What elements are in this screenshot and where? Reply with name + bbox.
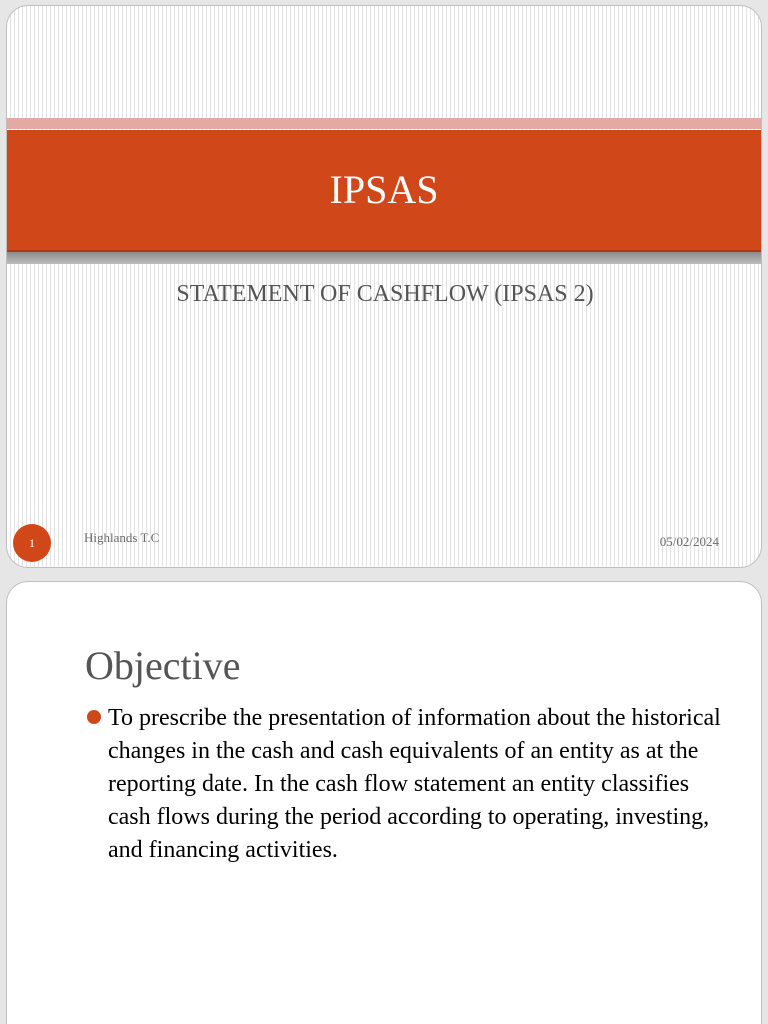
slide-subtitle: STATEMENT OF CASHFLOW (IPSAS 2): [176, 281, 594, 307]
footer-date: 05/02/2024: [659, 534, 719, 549]
title-band-shadow: [7, 252, 761, 264]
slide-number-badge: 1: [13, 524, 51, 562]
slide-2: [6, 581, 762, 1024]
bullet-text: To prescribe the presentation of information about the historical changes in the cash and cash equivalents of an entity as at the reporting date. In the cash flow statement an entity classifies cash flows during the period according to operating, investing, and financing activities.: [108, 705, 721, 863]
slide-heading: Objective: [85, 643, 241, 688]
bullet-item: [85, 702, 725, 867]
slide-1: [6, 5, 762, 568]
slide-title: IPSAS: [329, 167, 439, 212]
title-band-accent: [7, 118, 761, 129]
bullet-dot-icon: [87, 710, 101, 724]
footer-organization: Highlands T.C: [84, 530, 160, 545]
